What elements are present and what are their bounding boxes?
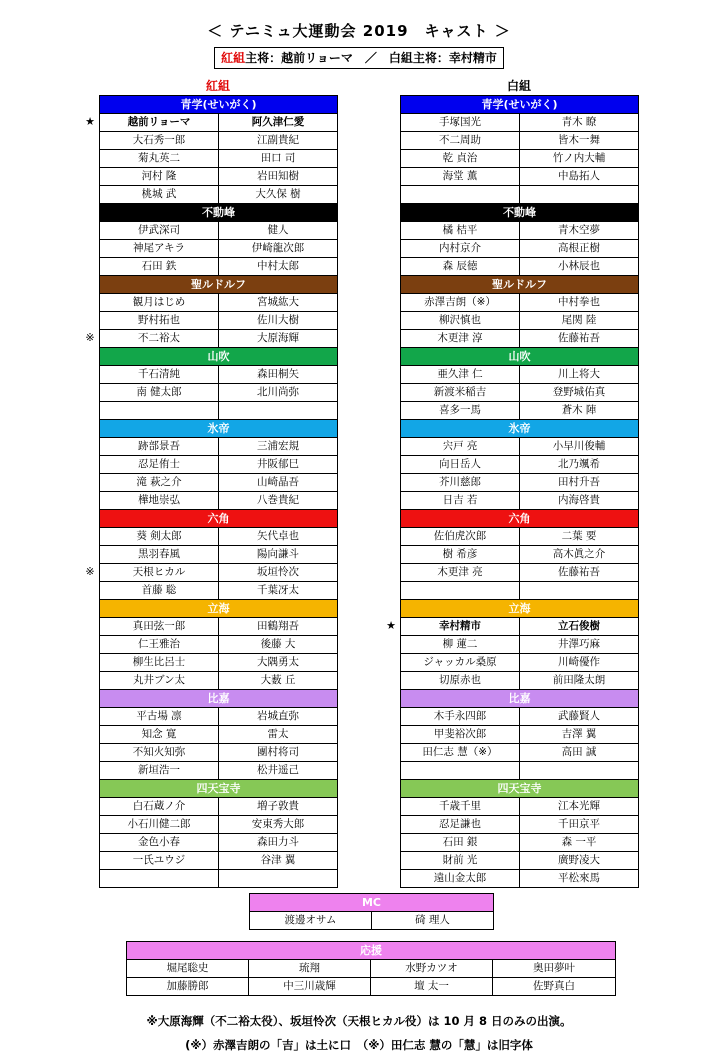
character-name: 一氏ユウジ	[100, 852, 219, 870]
actor-name: 高田 誠	[520, 744, 639, 762]
actor-name: 尾関 陸	[520, 312, 639, 330]
actor-name: 大久保 樹	[219, 186, 338, 204]
cast-row	[100, 222, 338, 240]
cast-row	[401, 222, 639, 240]
actor-name: 竹ノ内大輔	[520, 150, 639, 168]
cast-row	[401, 168, 639, 186]
captains-text: 主将：越前リョーマ ／ 白組主将：幸村精市	[245, 51, 497, 65]
cast-row	[100, 294, 338, 312]
cast-row	[100, 672, 338, 690]
red-team-roster	[99, 95, 338, 888]
character-name: 平古場 凛	[100, 708, 219, 726]
actor-name: 宮城紘大	[219, 294, 338, 312]
character-name: 首藤 聡	[100, 582, 219, 600]
school-header: 青学(せいがく)	[100, 96, 338, 114]
actor-name: 皆木一舞	[520, 132, 639, 150]
actor-name: 武藤賢人	[520, 708, 639, 726]
mc-table	[249, 893, 494, 930]
character-name: 赤澤吉朗（※）	[401, 294, 520, 312]
character-name: 石田 銀	[401, 834, 520, 852]
character-name: 樺地崇弘	[100, 492, 219, 510]
cast-row	[100, 852, 338, 870]
mc-header: MC	[250, 894, 494, 912]
cast-row	[401, 798, 639, 816]
actor-name: 青木 瞭	[520, 114, 639, 132]
actor-name	[520, 762, 639, 780]
actor-name: 大薮 丘	[219, 672, 338, 690]
cast-row	[100, 150, 338, 168]
cast-row	[100, 762, 338, 780]
actor-name: 登野城佑真	[520, 384, 639, 402]
actor-name: 安東秀大郎	[219, 816, 338, 834]
character-name	[401, 762, 520, 780]
mc-cast-name: 渡邊オサム	[250, 912, 372, 930]
ouen-row	[127, 978, 616, 996]
actor-name: 後藤 大	[219, 636, 338, 654]
actor-name: 蒼木 陣	[520, 402, 639, 420]
character-name: 不二裕太	[100, 330, 219, 348]
character-name: 黒羽春風	[100, 546, 219, 564]
actor-name: 松井遥己	[219, 762, 338, 780]
actor-name: 大隅勇太	[219, 654, 338, 672]
school-header: 不動峰	[401, 204, 639, 222]
cast-row	[401, 762, 639, 780]
ouen-header: 応援	[127, 942, 616, 960]
actor-name: 廣野凌大	[520, 852, 639, 870]
character-name: 森 辰徳	[401, 258, 520, 276]
character-name: 佐伯虎次郎	[401, 528, 520, 546]
character-name: 向日岳人	[401, 456, 520, 474]
cast-row	[401, 456, 639, 474]
note-mark: ※	[85, 331, 95, 344]
cast-row	[401, 474, 639, 492]
actor-name: 前田隆太朗	[520, 672, 639, 690]
character-name: 跡部景吾	[100, 438, 219, 456]
actor-name: 伊崎龍次郎	[219, 240, 338, 258]
character-name: 遠山金太郎	[401, 870, 520, 888]
character-name: 木更津 淳	[401, 330, 520, 348]
school-header: 山吹	[100, 348, 338, 366]
actor-name: 雷太	[219, 726, 338, 744]
cast-row	[100, 708, 338, 726]
actor-name: 田口 司	[219, 150, 338, 168]
character-name: 新渡米稲吉	[401, 384, 520, 402]
cast-row	[100, 474, 338, 492]
cast-row	[401, 492, 639, 510]
cast-row	[100, 366, 338, 384]
actor-name: 二葉 要	[520, 528, 639, 546]
actor-name: 山崎晶吾	[219, 474, 338, 492]
cast-row	[401, 528, 639, 546]
character-name: 橘 桔平	[401, 222, 520, 240]
cast-row	[100, 528, 338, 546]
cast-row	[401, 672, 639, 690]
cast-row	[100, 636, 338, 654]
actor-name: 江本光輝	[520, 798, 639, 816]
character-name: 河村 隆	[100, 168, 219, 186]
cast-row	[100, 168, 338, 186]
character-name: 日吉 若	[401, 492, 520, 510]
cast-row	[401, 582, 639, 600]
actor-name: 中島拓人	[520, 168, 639, 186]
ouen-cast-name: 水野カツオ	[371, 960, 493, 978]
character-name: 桃城 武	[100, 186, 219, 204]
character-name: 柳沢慎也	[401, 312, 520, 330]
actor-name: 吉澤 翼	[520, 726, 639, 744]
character-name: 忍足侑士	[100, 456, 219, 474]
actor-name	[520, 186, 639, 204]
actor-name: 千葉冴太	[219, 582, 338, 600]
actor-name: 内海啓貴	[520, 492, 639, 510]
actor-name: 江副貴紀	[219, 132, 338, 150]
actor-name: 田鶴翔吾	[219, 618, 338, 636]
cast-row	[401, 870, 639, 888]
cast-row	[100, 240, 338, 258]
character-name: 柳 蓮二	[401, 636, 520, 654]
ouen-cast-name: 奥田夢叶	[493, 960, 616, 978]
actor-name: 八巻貴紀	[219, 492, 338, 510]
actor-name: 大原海輝	[219, 330, 338, 348]
actor-name: 森田力斗	[219, 834, 338, 852]
school-header: 聖ルドルフ	[100, 276, 338, 294]
character-name: 喜多一馬	[401, 402, 520, 420]
actor-name	[520, 582, 639, 600]
cast-row	[100, 726, 338, 744]
character-name: 田仁志 慧（※）	[401, 744, 520, 762]
cast-row	[401, 402, 639, 420]
actor-name: 陽向謙斗	[219, 546, 338, 564]
actor-name: 森田桐矢	[219, 366, 338, 384]
captain-star-icon: ★	[85, 115, 95, 128]
cast-row	[100, 258, 338, 276]
red-team-label: 紅組	[205, 79, 230, 93]
actor-name: 佐川大樹	[219, 312, 338, 330]
school-header: 山吹	[401, 348, 639, 366]
actor-name: 高木眞之介	[520, 546, 639, 564]
actor-name: 矢代卓也	[219, 528, 338, 546]
cast-row	[401, 744, 639, 762]
actor-name: 井澤巧麻	[520, 636, 639, 654]
actor-name: 増子敦貴	[219, 798, 338, 816]
actor-name: 森 一平	[520, 834, 639, 852]
actor-name: 北乃颯希	[520, 456, 639, 474]
cast-row	[401, 258, 639, 276]
actor-name: 田村升吾	[520, 474, 639, 492]
school-header: 四天宝寺	[100, 780, 338, 798]
school-header: 比嘉	[401, 690, 639, 708]
character-name: 宍戸 亮	[401, 438, 520, 456]
actor-name: 阿久津仁愛	[219, 114, 338, 132]
cast-row	[401, 186, 639, 204]
actor-name	[219, 870, 338, 888]
character-name: 大石秀一郎	[100, 132, 219, 150]
character-name: 神尾アキラ	[100, 240, 219, 258]
actor-name: 立石俊樹	[520, 618, 639, 636]
cast-row	[401, 384, 639, 402]
character-name: 滝 萩之介	[100, 474, 219, 492]
actor-name: 井阪郁巳	[219, 456, 338, 474]
cast-row	[100, 870, 338, 888]
school-header: 四天宝寺	[401, 780, 639, 798]
actor-name: 千田京平	[520, 816, 639, 834]
white-team-roster	[400, 95, 639, 888]
ouen-cast-name: 佐野真白	[493, 978, 616, 996]
character-name: 白石蔵ノ介	[100, 798, 219, 816]
ouen-row	[127, 960, 616, 978]
actor-name: 青木空夢	[520, 222, 639, 240]
character-name: 仁王雅治	[100, 636, 219, 654]
cast-row	[401, 294, 639, 312]
cast-row	[401, 564, 639, 582]
note-line-2: (※）赤澤吉朗の「吉」は土に口 （※）田仁志 慧の「慧」は旧字体	[185, 1038, 533, 1052]
page-title: ＜ テニミュ大運動会 2019 キャスト ＞	[207, 22, 511, 40]
ouen-cast-name: 琉翔	[249, 960, 371, 978]
character-name: 金色小春	[100, 834, 219, 852]
actor-name: 川上将大	[520, 366, 639, 384]
actor-name: 北川尚弥	[219, 384, 338, 402]
cast-row	[401, 816, 639, 834]
cast-row	[401, 618, 639, 636]
actor-name: 小林辰也	[520, 258, 639, 276]
school-header: 氷帝	[100, 420, 338, 438]
cast-row	[100, 816, 338, 834]
character-name: 真田弦一郎	[100, 618, 219, 636]
actor-name: 小早川俊輔	[520, 438, 639, 456]
character-name: 石田 鉄	[100, 258, 219, 276]
cast-row	[401, 114, 639, 132]
cast-row	[100, 744, 338, 762]
character-name: 乾 貞治	[401, 150, 520, 168]
cast-row	[100, 438, 338, 456]
actor-name: 健人	[219, 222, 338, 240]
ouen-table	[126, 941, 616, 996]
actor-name: 高根正樹	[520, 240, 639, 258]
character-name: 海堂 薫	[401, 168, 520, 186]
actor-name: 中村拳也	[520, 294, 639, 312]
school-header: 青学(せいがく)	[401, 96, 639, 114]
character-name	[401, 186, 520, 204]
captains-banner	[0, 47, 718, 69]
cast-row	[100, 564, 338, 582]
cast-row	[100, 384, 338, 402]
actor-name: 平松來馬	[520, 870, 639, 888]
cast-row	[401, 636, 639, 654]
character-name: 手塚国光	[401, 114, 520, 132]
character-name: 財前 光	[401, 852, 520, 870]
character-name: 不知火知弥	[100, 744, 219, 762]
cast-row	[100, 654, 338, 672]
character-name: 幸村精市	[401, 618, 520, 636]
school-header: 氷帝	[401, 420, 639, 438]
cast-row	[401, 834, 639, 852]
character-name: 木更津 亮	[401, 564, 520, 582]
cast-row	[100, 618, 338, 636]
cast-row	[401, 150, 639, 168]
character-name: 観月はじめ	[100, 294, 219, 312]
cast-row	[401, 546, 639, 564]
school-header: 立海	[100, 600, 338, 618]
character-name: 新垣浩一	[100, 762, 219, 780]
cast-row	[401, 312, 639, 330]
character-name: 丸井ブン太	[100, 672, 219, 690]
ouen-cast-name: 壇 太一	[371, 978, 493, 996]
cast-row	[401, 654, 639, 672]
character-name: 柳生比呂士	[100, 654, 219, 672]
actor-name	[219, 402, 338, 420]
character-name: 知念 寛	[100, 726, 219, 744]
character-name: 天根ヒカル	[100, 564, 219, 582]
character-name: 亜久津 仁	[401, 366, 520, 384]
school-header: 六角	[401, 510, 639, 528]
actor-name: 川崎優作	[520, 654, 639, 672]
school-header: 比嘉	[100, 690, 338, 708]
character-name: 千石清純	[100, 366, 219, 384]
cast-row	[100, 330, 338, 348]
character-name: 甲斐裕次郎	[401, 726, 520, 744]
red-team-word: 紅組	[221, 51, 246, 65]
character-name: 不二周助	[401, 132, 520, 150]
cast-row	[100, 546, 338, 564]
actor-name: 坂垣怜次	[219, 564, 338, 582]
school-header: 立海	[401, 600, 639, 618]
school-header: 聖ルドルフ	[401, 276, 639, 294]
cast-row	[401, 240, 639, 258]
cast-row	[100, 132, 338, 150]
cast-row	[401, 726, 639, 744]
cast-row	[100, 114, 338, 132]
actor-name: 團村将司	[219, 744, 338, 762]
actor-name: 佐藤祐吾	[520, 564, 639, 582]
actor-name: 中村太郎	[219, 258, 338, 276]
cast-row	[100, 312, 338, 330]
note-line-1: ※大原海輝（不二裕太役）、坂垣怜次（天根ヒカル役）は 10 月 8 日のみの出演。	[146, 1014, 572, 1028]
character-name: 菊丸英二	[100, 150, 219, 168]
actor-name: 三浦宏規	[219, 438, 338, 456]
character-name: 切原赤也	[401, 672, 520, 690]
actor-name: 谷津 翼	[219, 852, 338, 870]
actor-name: 佐藤祐吾	[520, 330, 639, 348]
school-header: 不動峰	[100, 204, 338, 222]
school-header: 六角	[100, 510, 338, 528]
character-name: 木手永四郎	[401, 708, 520, 726]
cast-row	[100, 582, 338, 600]
character-name: 南 健太郎	[100, 384, 219, 402]
character-name: 越前リョーマ	[100, 114, 219, 132]
character-name: 小石川健二郎	[100, 816, 219, 834]
ouen-cast-name: 加藤勝郎	[127, 978, 249, 996]
character-name: ジャッカル桑原	[401, 654, 520, 672]
actor-name: 岩城直弥	[219, 708, 338, 726]
cast-row	[401, 708, 639, 726]
character-name	[401, 582, 520, 600]
mc-cast-name: 碕 理人	[372, 912, 494, 930]
cast-row	[100, 186, 338, 204]
cast-row	[401, 366, 639, 384]
cast-row	[401, 852, 639, 870]
character-name: 内村京介	[401, 240, 520, 258]
character-name: 千歳千里	[401, 798, 520, 816]
character-name: 樹 希彦	[401, 546, 520, 564]
white-team-label: 白組	[506, 79, 531, 93]
cast-row	[100, 456, 338, 474]
ouen-cast-name: 中三川歳輝	[249, 978, 371, 996]
cast-row	[401, 132, 639, 150]
character-name: 伊武深司	[100, 222, 219, 240]
cast-row	[401, 438, 639, 456]
character-name: 野村拓也	[100, 312, 219, 330]
ouen-cast-name: 堀尾聡史	[127, 960, 249, 978]
cast-row	[100, 402, 338, 420]
cast-row	[100, 834, 338, 852]
character-name: 葵 剣太郎	[100, 528, 219, 546]
cast-row	[401, 330, 639, 348]
note-mark: ※	[85, 565, 95, 578]
character-name	[100, 870, 219, 888]
actor-name: 岩田知樹	[219, 168, 338, 186]
captain-star-icon: ★	[386, 619, 396, 632]
cast-row	[100, 798, 338, 816]
cast-row	[100, 492, 338, 510]
character-name: 忍足謙也	[401, 816, 520, 834]
character-name	[100, 402, 219, 420]
character-name: 芥川慈郎	[401, 474, 520, 492]
